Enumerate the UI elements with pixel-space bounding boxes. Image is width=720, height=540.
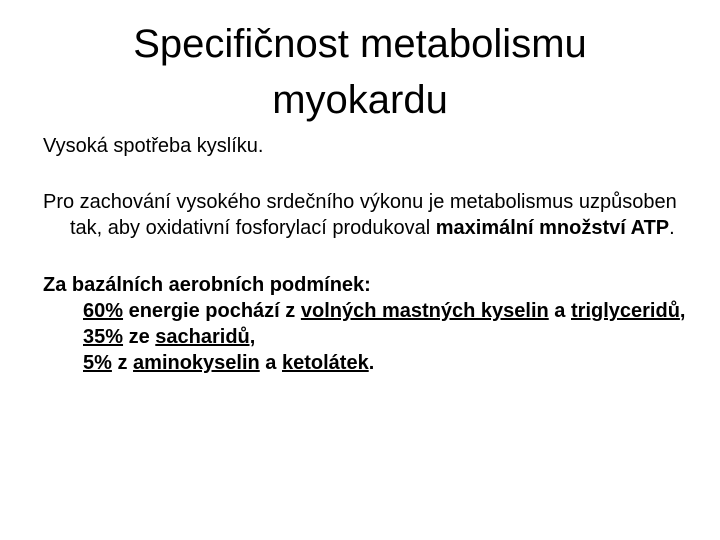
- slide-title: [60, 16, 660, 128]
- item0-u2: triglyceridů: [571, 300, 680, 322]
- item0-end: ,: [679, 300, 686, 322]
- item2-t1: z: [111, 352, 134, 374]
- item2-u1: aminokyselin: [133, 352, 260, 374]
- item2-t2: a: [259, 352, 282, 374]
- item2-u2: ketolátek: [282, 352, 369, 374]
- item1-u1: sacharidů,: [155, 326, 256, 348]
- list-item-saccharides: [43, 324, 693, 350]
- list-item-fatty-acids: [43, 298, 693, 324]
- paragraph-oxygen: Vysoká spotřeba kyslíku.: [43, 135, 264, 157]
- paragraph-atp: [43, 189, 693, 241]
- atp-bold: maximální množství ATP: [435, 217, 670, 239]
- title-line-2: myokardu: [272, 78, 448, 122]
- pct-60: 60%: [83, 300, 124, 322]
- atp-text: Pro zachování vysokého srdečního výkonu je metabolismus uzpůsoben tak, aby oxidativní fosforylací produkoval: [43, 191, 677, 239]
- item0-t2: a: [548, 300, 571, 322]
- list-item-amino-acids: [43, 350, 693, 376]
- pct-5: 5%: [83, 352, 112, 374]
- slide-body: [43, 133, 693, 376]
- item0-t1: energie pochází z: [123, 300, 301, 322]
- pct-35: 35%: [83, 326, 124, 348]
- conditions-block: [43, 272, 693, 376]
- item0-u1: volných mastných kyselin: [300, 300, 549, 322]
- atp-end: .: [669, 217, 675, 239]
- conditions-heading: Za bazálních aerobních podmínek:: [43, 274, 371, 296]
- title-line-1: Specifičnost metabolismu: [133, 22, 587, 66]
- item1-t1: ze: [123, 326, 156, 348]
- item2-end: .: [368, 352, 375, 374]
